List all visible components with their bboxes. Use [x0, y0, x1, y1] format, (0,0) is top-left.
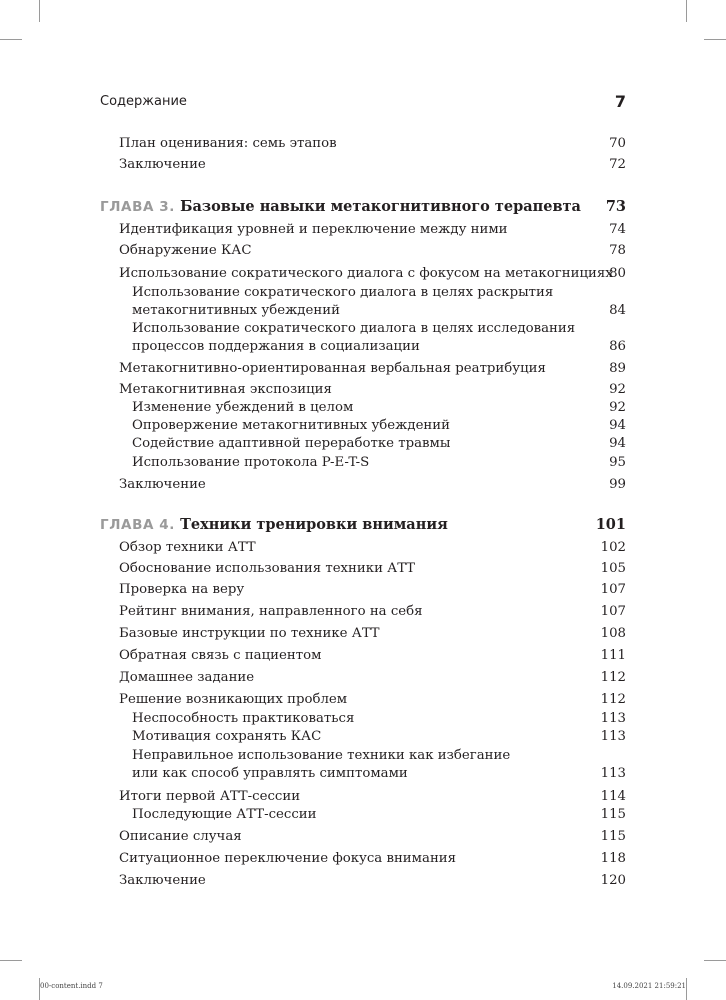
toc-entry-title: Ситуационное переключение фокуса внимания	[119, 851, 457, 866]
toc-entry-title: Описание случая	[119, 829, 242, 844]
toc-entry-title: План оценивания: семь этапов	[119, 136, 337, 151]
toc-page-number: 107	[600, 582, 626, 597]
toc-entry-title: Обратная связь с пациентом	[119, 648, 322, 663]
toc-page-number: 95	[609, 455, 626, 470]
crop-mark	[0, 39, 22, 40]
toc-page-number: 112	[600, 692, 626, 707]
toc-page-number: 105	[600, 561, 626, 576]
toc-page-number: 70	[609, 136, 626, 151]
toc-page-number: 94	[609, 418, 626, 433]
chapter-title: Техники тренировки внимания	[180, 516, 448, 533]
toc-page-number: 114	[600, 789, 626, 804]
toc-entry-title: Опровержение метакогнитивных убеждений	[132, 418, 451, 433]
toc-entry-title: Решение возникающих проблем	[119, 692, 348, 707]
crop-mark	[704, 39, 726, 40]
toc-page-number: 107	[600, 604, 626, 619]
toc-entry-title: Обнаружение КАС	[119, 243, 252, 258]
toc-page-number: 89	[609, 361, 626, 376]
toc-page-number: 78	[609, 243, 626, 258]
toc-page-number: 80	[609, 266, 626, 281]
chapter-title: Базовые навыки метакогнитивного терапевта	[180, 198, 581, 215]
toc-entry-title: Идентификация уровней и переключение между ними	[119, 222, 508, 237]
toc-entry-title: Неспособность практиковаться	[132, 711, 355, 726]
toc-entry-title: Метакогнитивно-ориентированная вербальная реатрибуция	[119, 361, 546, 376]
toc-entry-title: Мотивация сохранять КАС	[132, 729, 322, 744]
toc-entry-title: метакогнитивных убеждений	[132, 303, 340, 318]
toc-page-number: 73	[605, 198, 626, 215]
toc-page-number: 118	[600, 851, 626, 866]
toc-entry-title: Последующие АТТ-сессии	[132, 807, 317, 822]
toc-entry-title: Итоги первой АТТ-сессии	[119, 789, 301, 804]
toc-entry-title: Использование сократического диалога в целях исследования	[132, 321, 576, 336]
toc-page-number: 113	[600, 711, 626, 726]
toc-page-number: 101	[595, 516, 626, 533]
crop-mark	[39, 0, 40, 22]
toc-entry-title: Рейтинг внимания, направленного на себя	[119, 604, 423, 619]
toc-page-number: 120	[600, 873, 626, 888]
toc-page-number: 113	[600, 766, 626, 781]
toc-page-number: 72	[609, 157, 626, 172]
crop-mark	[0, 960, 22, 961]
toc-entry-title	[100, 199, 581, 215]
crop-mark	[686, 0, 687, 22]
chapter-label: ГЛАВА 3.	[100, 199, 176, 215]
toc-entry-title: Заключение	[119, 157, 206, 172]
toc-entry-title	[100, 517, 448, 533]
crop-mark	[686, 978, 687, 1000]
footer-datetime: 14.09.2021 21:59:21	[612, 982, 686, 990]
toc-page-number: 92	[609, 400, 626, 415]
toc-entry-title: Обоснование использования техники АТТ	[119, 561, 415, 576]
header-page-number: 7	[614, 92, 626, 111]
header-title: Содержание	[100, 94, 187, 109]
chapter-label: ГЛАВА 4.	[100, 517, 176, 533]
toc-entry-title: Использование протокола P-E-T-S	[132, 455, 370, 470]
toc-entry-title: или как способ управлять симптомами	[132, 766, 408, 781]
toc-entry-title: Содействие адаптивной переработке травмы	[132, 436, 451, 451]
toc-page-number: 108	[600, 626, 626, 641]
toc-entry-title: Заключение	[119, 477, 206, 492]
toc-entry-title: Заключение	[119, 873, 206, 888]
toc-page-number: 99	[609, 477, 626, 492]
toc-page-number: 113	[600, 729, 626, 744]
toc-page-number: 84	[609, 303, 626, 318]
toc-entry-title: Проверка на веру	[119, 582, 245, 597]
toc-page-number: 74	[609, 222, 626, 237]
toc-page-number: 115	[600, 829, 626, 844]
running-header	[100, 92, 626, 114]
toc-entry-title: Изменение убеждений в целом	[132, 400, 354, 415]
toc-entry-title: Использование сократического диалога в целях раскрытия	[132, 285, 554, 300]
toc-entry-title: Метакогнитивная экспозиция	[119, 382, 332, 397]
footer-file: 00-content.indd 7	[40, 982, 103, 990]
toc-entry-title: Обзор техники АТТ	[119, 540, 256, 555]
toc-page-number: 86	[609, 339, 626, 354]
toc-entry-title: Базовые инструкции по технике АТТ	[119, 626, 380, 641]
toc-page-number: 92	[609, 382, 626, 397]
toc-entry-title: процессов поддержания в социализации	[132, 339, 420, 354]
toc-page-number: 115	[600, 807, 626, 822]
toc-entry-title: Неправильное использование техники как избегание	[132, 748, 511, 763]
toc-page-number: 111	[600, 648, 626, 663]
toc-page-number: 102	[600, 540, 626, 555]
toc-page-number: 112	[600, 670, 626, 685]
toc-page-number: 94	[609, 436, 626, 451]
crop-mark	[704, 960, 726, 961]
toc-entry-title: Домашнее задание	[119, 670, 255, 685]
toc-entry-title: Использование сократического диалога с фокусом на метакогнициях	[119, 266, 613, 281]
